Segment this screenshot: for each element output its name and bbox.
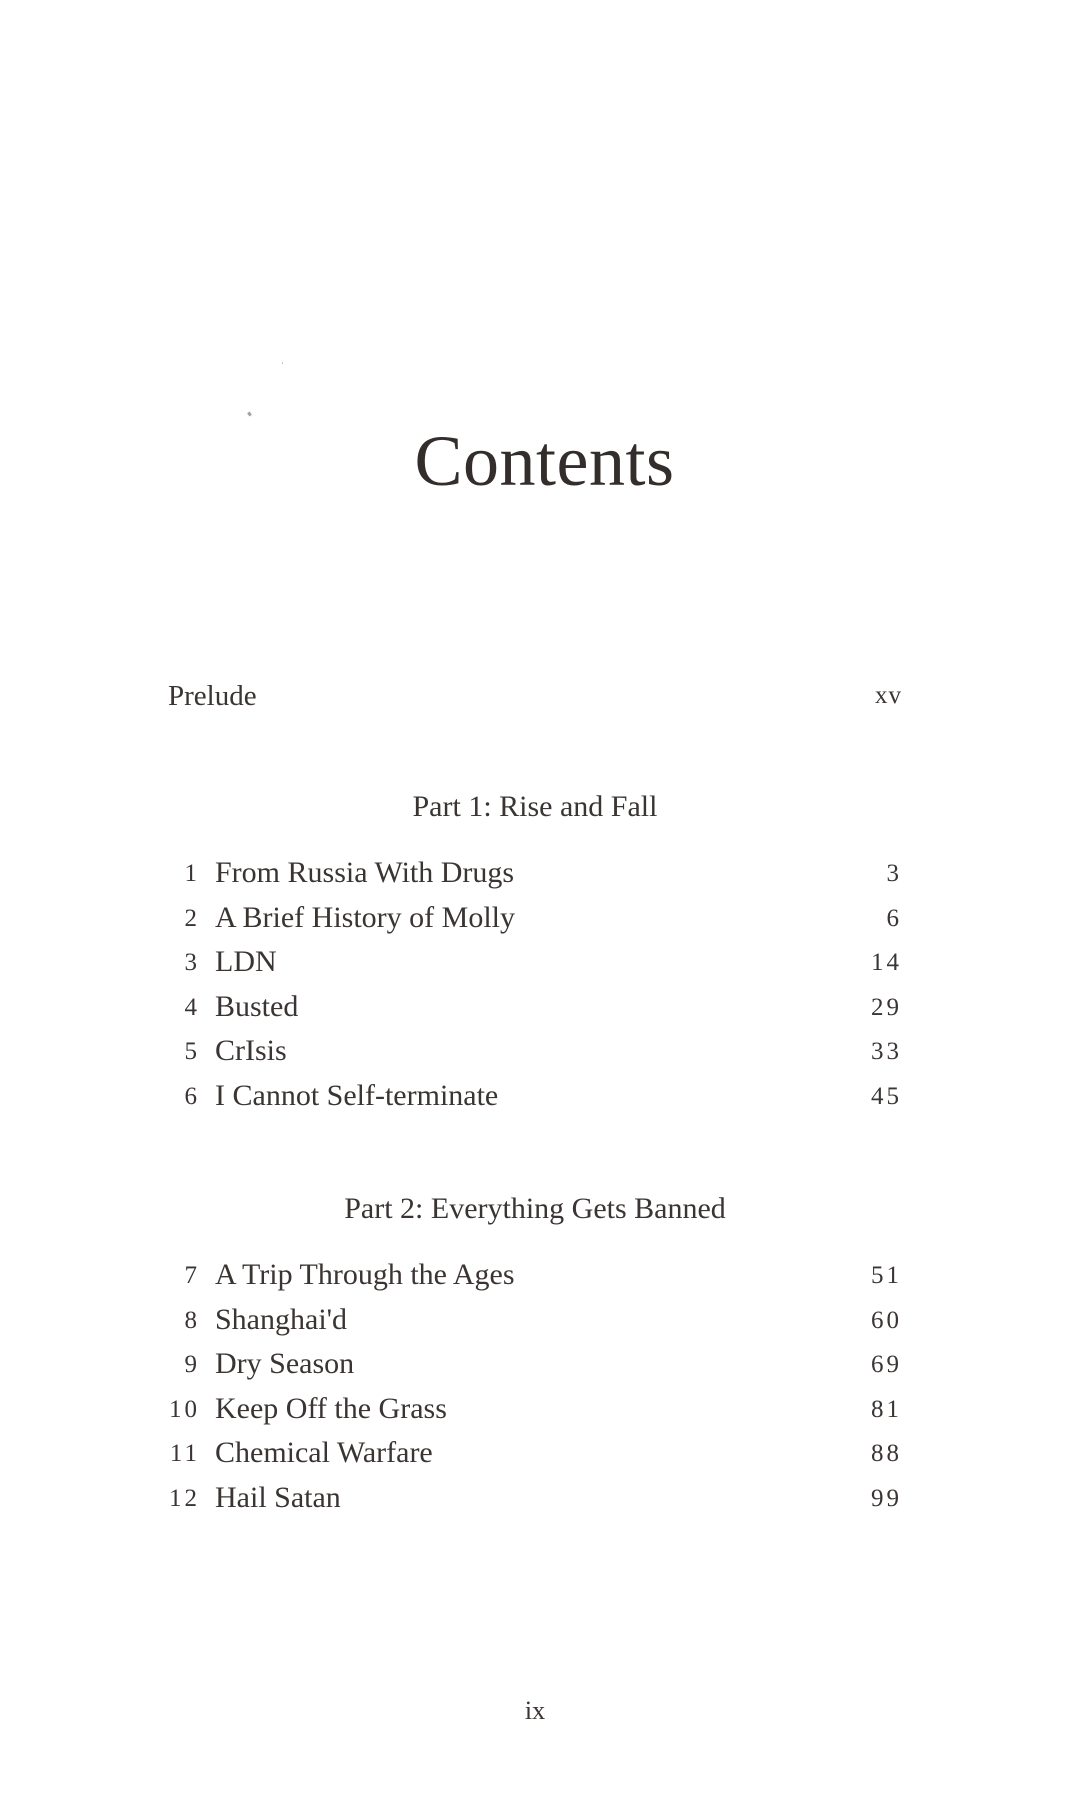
toc-entry xyxy=(150,1079,902,1124)
chapter-number: 9 xyxy=(184,1351,200,1379)
toc-entry-label: Prelude xyxy=(168,680,257,712)
toc-entry xyxy=(150,1347,902,1392)
toc-page-number: 33 xyxy=(871,1038,902,1066)
chapter-number: 1 xyxy=(184,860,200,887)
chapter-number: 6 xyxy=(184,1082,200,1110)
chapter-title: Busted xyxy=(215,989,299,1023)
chapter-title: I Cannot Self-terminate xyxy=(215,1078,499,1112)
toc-page-number: 88 xyxy=(871,1440,902,1468)
toc-page-number: 60 xyxy=(871,1306,902,1334)
toc-page-number: 69 xyxy=(871,1351,902,1379)
toc-page-number: 99 xyxy=(871,1484,902,1512)
page-title: Contents xyxy=(414,421,675,501)
chapter-title: Shanghai'd xyxy=(215,1302,348,1336)
chapter-number: 3 xyxy=(184,949,200,977)
chapter-title: LDN xyxy=(215,945,277,979)
toc-page-number: 6 xyxy=(886,904,902,932)
part-heading: Part 2: Everything Gets Banned xyxy=(344,1192,726,1225)
chapter-number: 8 xyxy=(184,1306,200,1334)
chapter-title: A Trip Through the Ages xyxy=(215,1258,515,1291)
toc-page-number: 29 xyxy=(871,993,902,1021)
toc-entry xyxy=(150,901,902,946)
chapter-number: 4 xyxy=(184,993,200,1021)
chapter-list xyxy=(150,1258,902,1526)
chapter-title: From Russia With Drugs xyxy=(215,856,515,889)
ink-speck xyxy=(247,412,252,417)
chapter-title: Hail Satan xyxy=(215,1480,341,1514)
chapter-title: A Brief History of Molly xyxy=(215,900,515,934)
toc-page-number: 51 xyxy=(871,1262,902,1289)
toc-entry xyxy=(150,1436,902,1481)
toc-entry xyxy=(150,990,902,1035)
chapter-number: 11 xyxy=(169,1440,200,1468)
part-heading: Part 1: Rise and Fall xyxy=(412,790,658,823)
toc-entry xyxy=(150,1392,902,1437)
toc-entry-prelude xyxy=(168,680,902,720)
toc-entry xyxy=(150,1258,902,1303)
chapter-number: 5 xyxy=(184,1038,200,1066)
chapter-title: Dry Season xyxy=(215,1347,355,1381)
page-folio: ix xyxy=(524,1696,546,1725)
ink-speck xyxy=(282,362,283,364)
toc-page-number: xv xyxy=(875,682,902,709)
toc-entry xyxy=(150,945,902,990)
toc-page-number: 81 xyxy=(871,1395,902,1423)
toc-entry xyxy=(150,856,902,901)
toc-page-number: 45 xyxy=(871,1082,902,1110)
toc-entry xyxy=(150,1481,902,1526)
chapter-title: Keep Off the Grass xyxy=(215,1391,447,1425)
chapter-number: 10 xyxy=(169,1395,200,1423)
chapter-number: 7 xyxy=(184,1262,200,1289)
toc-page-number: 14 xyxy=(871,949,902,977)
chapter-number: 12 xyxy=(169,1484,200,1512)
toc-entry xyxy=(150,1034,902,1079)
chapter-number: 2 xyxy=(184,904,200,932)
toc-page-number: 3 xyxy=(886,860,902,887)
chapter-title: Chemical Warfare xyxy=(215,1436,433,1470)
chapter-list xyxy=(150,856,902,1124)
toc-entry xyxy=(150,1303,902,1348)
chapter-title: CrIsis xyxy=(215,1034,287,1068)
